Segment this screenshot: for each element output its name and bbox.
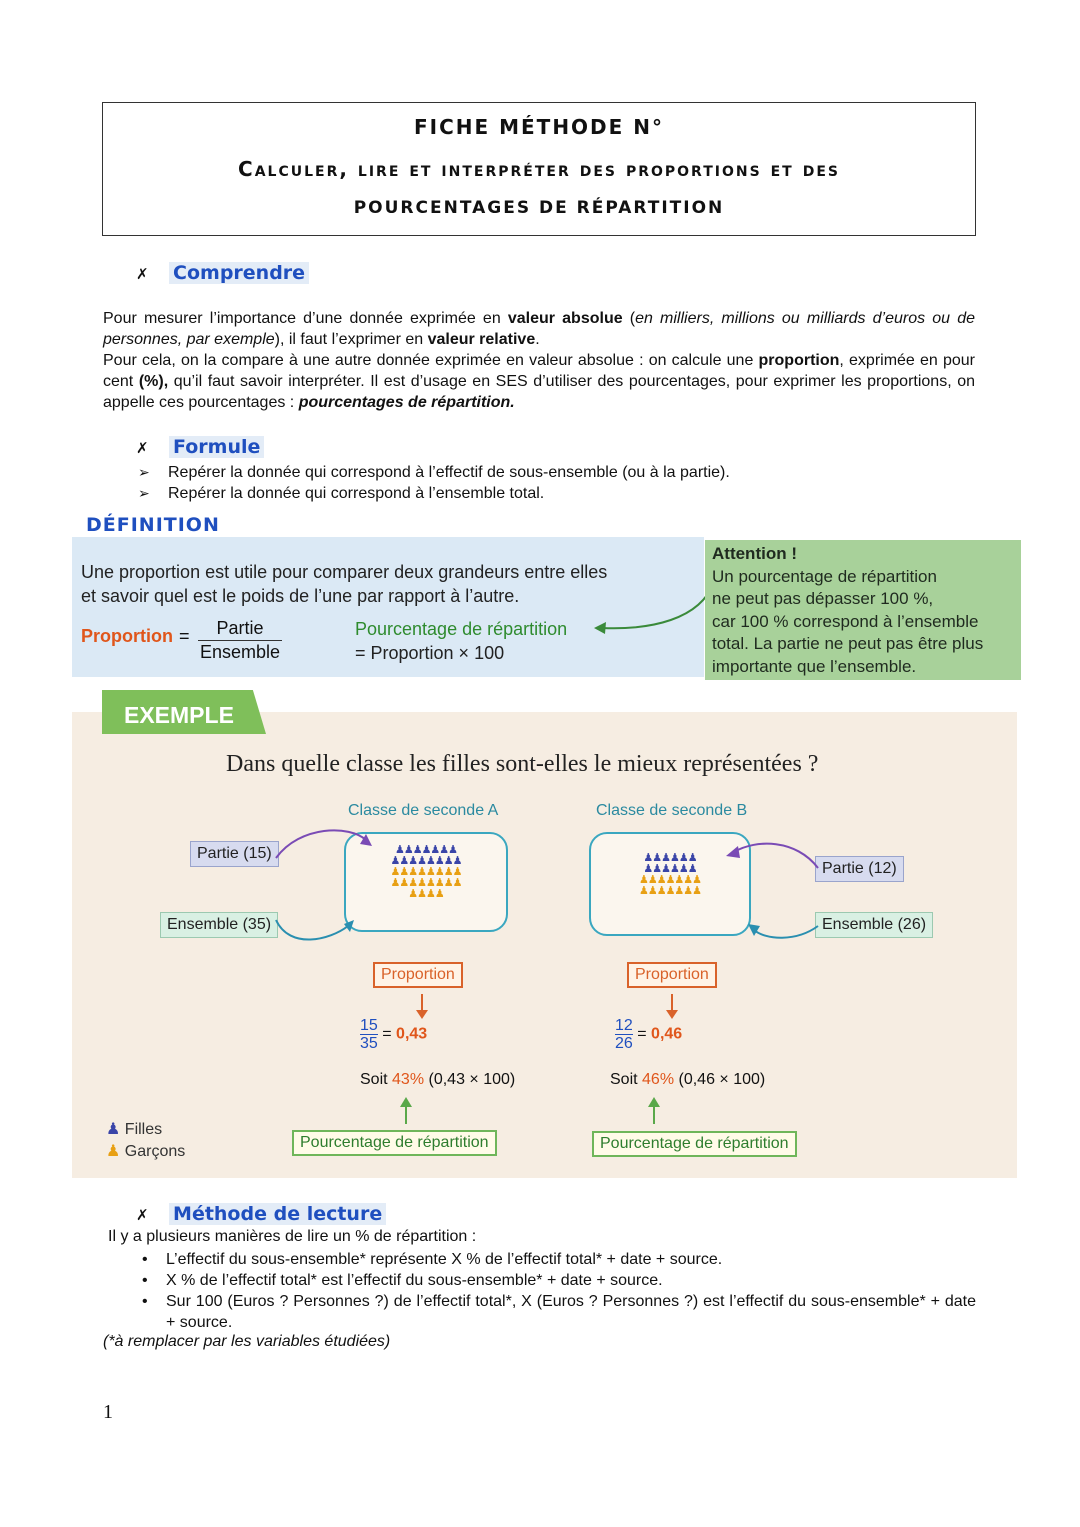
fraction-denominator: Ensemble — [199, 642, 281, 662]
legend-filles: ♟ Filles — [106, 1121, 163, 1138]
fraction-numerator: Partie — [198, 617, 282, 641]
person-icon: ♟ — [106, 1143, 121, 1160]
methode-note: (*à remplacer par les variables étudiées) — [103, 1333, 391, 1350]
cross-icon: ✗ — [136, 440, 149, 457]
definition-text: Une proportion est utile pour comparer deux grandeurs entre elles et savoir quel est le poids de l’une par rapport à l’autre. — [81, 562, 608, 606]
methode-heading: Méthode de lecture — [169, 1203, 386, 1225]
class-a-ensemble: Ensemble (35) — [160, 912, 278, 938]
person-icon: ♟ — [106, 1121, 121, 1138]
formule-heading: Formule — [169, 436, 264, 458]
formule-heading-row — [136, 436, 264, 458]
example-tab-label: EXEMPLE — [124, 702, 234, 728]
class-a-people: ♟♟♟♟♟♟♟ ♟♟♟♟♟♟♟♟ ♟♟♟♟♟♟♟♟ ♟♟♟♟♟♟♟♟ ♟♟♟♟ — [390, 843, 462, 900]
comprendre-heading: Comprendre — [169, 262, 309, 284]
class-b-arrows — [716, 834, 822, 944]
class-b-pct-label: Pourcentage de répartition — [592, 1131, 797, 1157]
attention-text: Attention ! Un pourcentage de répartition ne peut pas dépasser 100 %, car 100 % correspond à l’ensemble total. La partie ne peut pas être plus importante que l’ensemble. — [712, 544, 984, 676]
class-b-calculation: $\frac{12}{26}$ = 0,46 — [615, 1017, 683, 1052]
comprendre-heading-row — [136, 262, 309, 284]
formule-list — [138, 462, 978, 504]
definition-heading: DÉFINITION — [86, 514, 220, 536]
class-b-soit: Soit 46% (0,46 × 100) — [610, 1071, 766, 1088]
list-item: ➢ Repérer la donnée qui correspond à l’effectif de sous-ensemble (ou à la partie). — [138, 462, 978, 483]
title-line-3: POURCENTAGES DE RÉPARTITION — [353, 198, 725, 218]
list-item: ➢ Repérer la donnée qui correspond à l’ensemble total. — [138, 483, 978, 504]
list-item: • L’effectif du sous-ensemble* représente X % de l’effectif total* + date + source. — [138, 1249, 976, 1270]
cross-icon: ✗ — [136, 1207, 149, 1224]
legend — [106, 1119, 185, 1163]
comprendre-paragraph: Pour mesurer l’importance d’une donnée exprimée en valeur absolue (en milliers, millions ou milliards d’euros ou de personnes, par exemple), il faut l’exprimer en valeur relative. Pour cela, on la compare à une autre donnée exprimée en valeur absolue : on calcule une proportion, exprimée en pour cent (%), qu’il faut savoir interpréter. Il est d’usage en SES d’utiliser des pourcentages, pour exprimer les proportions, on appelle ces pourcentages : pourcentages de répartition. — [103, 310, 976, 411]
proportion-fraction — [198, 617, 282, 664]
page-number: 1 — [103, 1401, 113, 1423]
class-a-arrows — [270, 820, 380, 960]
title-line-1: FICHE MÉTHODE N° — [413, 115, 665, 139]
class-b-proportion: Proportion — [627, 962, 717, 988]
class-a-calculation: $\frac{15}{35}$ = 0,43 — [360, 1017, 428, 1052]
methode-list — [138, 1249, 976, 1333]
list-item: • X % de l’effectif total* est l’effectif du sous-ensemble* + date + source. — [138, 1270, 976, 1291]
example-panel — [72, 712, 1017, 1178]
class-b-partie: Partie (12) — [815, 856, 904, 882]
equals-sign: = — [179, 626, 190, 646]
attention-arrow — [590, 580, 720, 640]
cross-icon: ✗ — [136, 266, 149, 283]
arrow-up-icon — [644, 1096, 664, 1124]
class-a-pct-label: Pourcentage de répartition — [292, 1130, 497, 1156]
class-a-soit: Soit 43% (0,43 × 100) — [360, 1071, 516, 1088]
class-a-proportion: Proportion — [373, 962, 463, 988]
pct-formula: Pourcentage de répartition = Proportion × 100 — [355, 619, 568, 663]
list-item: • Sur 100 (Euros ? Personnes ?) de l’effectif total*, X (Euros ? Personnes ?) est l’effectif du sous-ensemble* + date + source. — [138, 1291, 976, 1333]
title-box — [102, 102, 976, 236]
class-b-people: ♟♟♟♟♟♟ ♟♟♟♟♟♟ ♟♟♟♟♟♟♟ ♟♟♟♟♟♟♟ — [638, 851, 702, 897]
class-a-partie: Partie (15) — [190, 841, 279, 867]
class-b-title: Classe de seconde B — [596, 802, 748, 819]
class-b-ensemble: Ensemble (26) — [815, 912, 933, 938]
example-question: Dans quelle classe les filles sont-elles le mieux représentées ? — [226, 751, 819, 777]
title-line-2: Calculer, lire et interpréter des proportions et des — [238, 157, 840, 181]
legend-garcons: ♟ Garçons — [106, 1143, 186, 1160]
methode-heading-row — [136, 1203, 386, 1225]
methode-intro: Il y a plusieurs manières de lire un % de répartition : — [108, 1228, 477, 1245]
proportion-label: Proportion — [81, 626, 173, 646]
arrow-up-icon — [396, 1096, 416, 1124]
class-a-title: Classe de seconde A — [348, 802, 499, 819]
